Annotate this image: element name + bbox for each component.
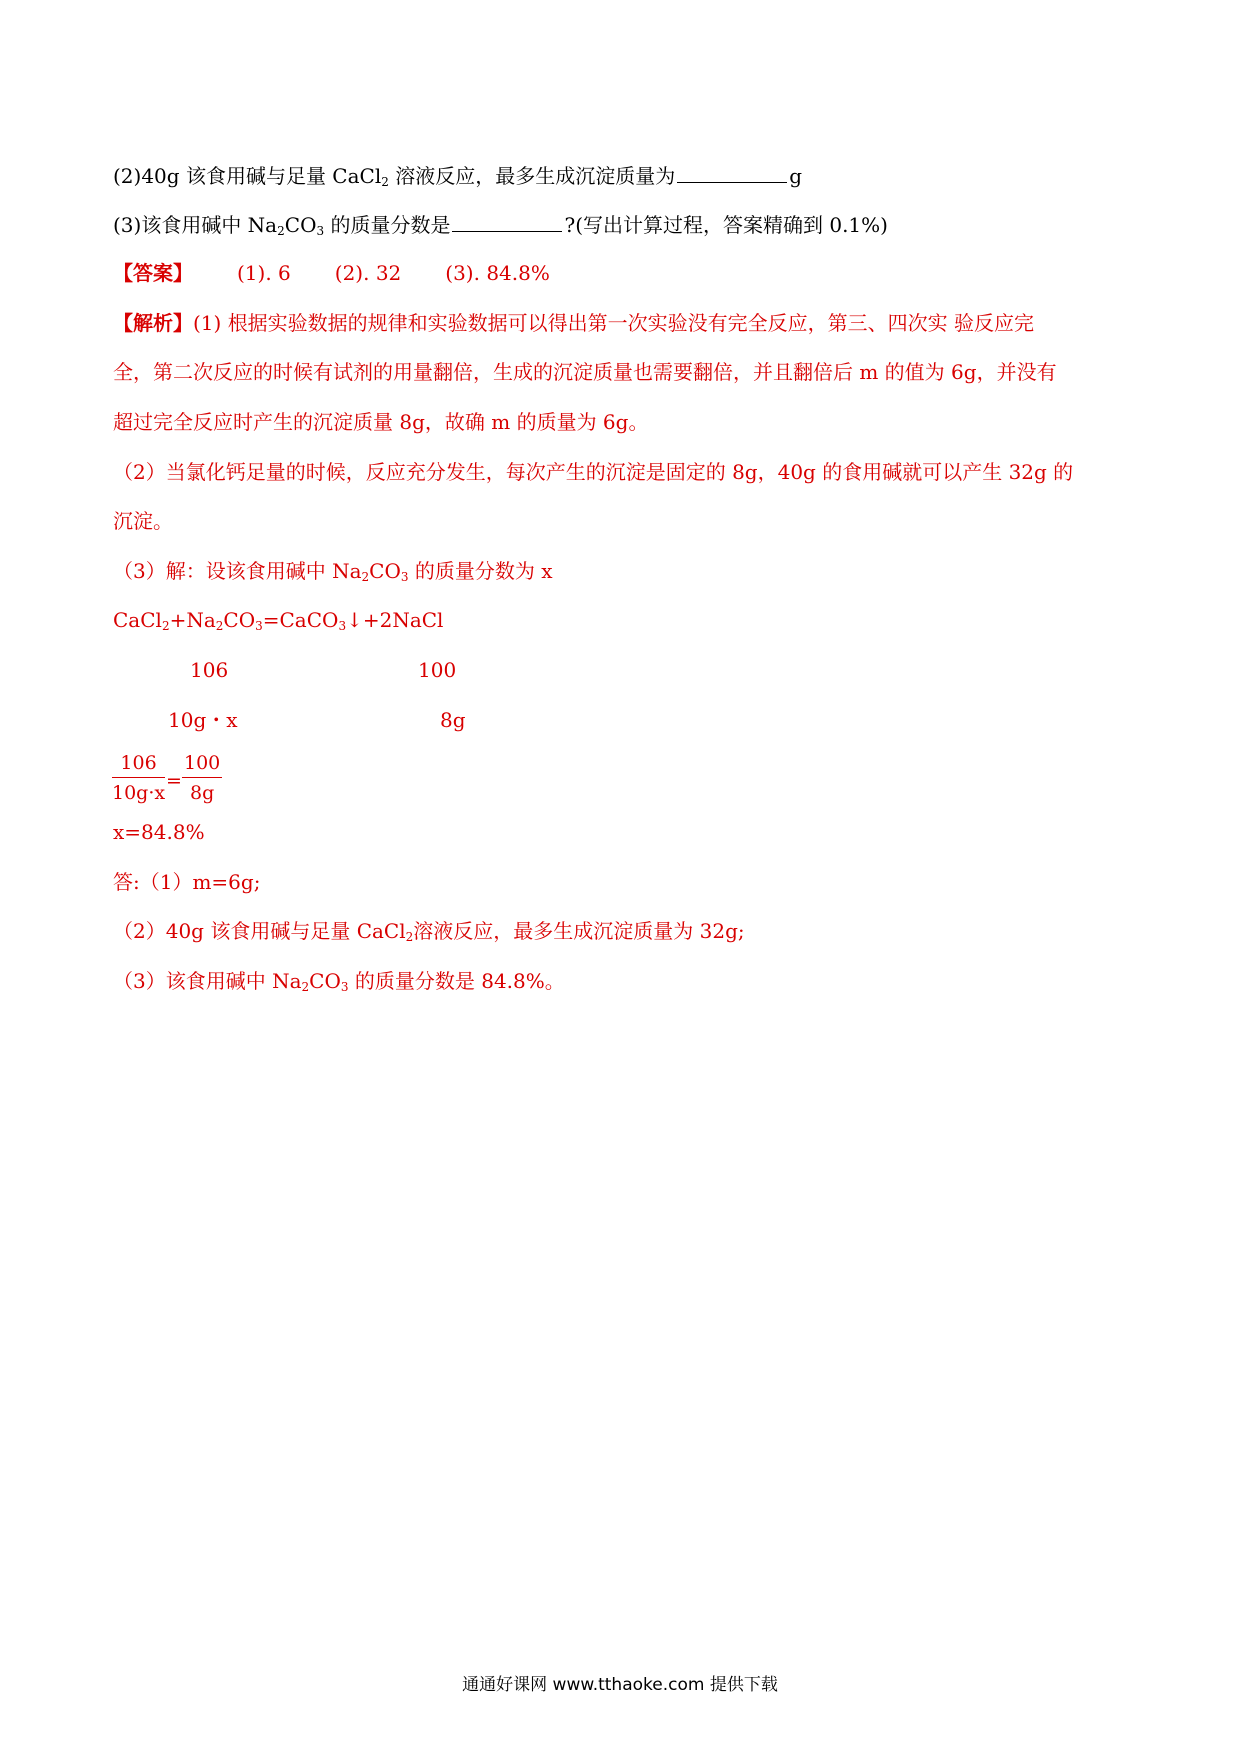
analysis-line-5: 沉淀。 bbox=[113, 509, 173, 533]
analysis-line-3: 超过完全反应时产生的沉淀质量 8g，故确 m 的质量为 6g。 bbox=[113, 410, 649, 434]
conclusion-3-sub1: 2 bbox=[301, 980, 310, 994]
analysis-line-6 bbox=[113, 559, 553, 584]
analysis-label: 【解析】 bbox=[113, 311, 193, 335]
q3-mid: CO bbox=[284, 213, 317, 237]
conclusion-2-b: 溶液反应，最多生成沉淀质量为 32g; bbox=[413, 919, 745, 943]
fraction-left-denominator: 10g·x bbox=[112, 782, 166, 804]
fraction-right-numerator: 100 bbox=[182, 752, 222, 778]
q2-text-b: 溶液反应，最多生成沉淀质量为 bbox=[388, 164, 676, 188]
q3-sub1: 2 bbox=[277, 224, 285, 238]
answer-1: (1). 6 bbox=[237, 261, 291, 285]
eq-sub-2: 2 bbox=[215, 619, 224, 633]
eq-sub-1: 2 bbox=[161, 619, 170, 633]
eq-part-1: CaCl bbox=[113, 608, 162, 632]
analysis-line-4: （2）当氯化钙足量的时候，反应充分发生，每次产生的沉淀是固定的 8g，40g 的食用碱就可以产生 32g 的 bbox=[113, 460, 1074, 484]
eq-part-4: =CaCO bbox=[262, 608, 339, 632]
analysis-line-6-sub1: 2 bbox=[361, 570, 370, 584]
conclusion-2 bbox=[113, 919, 745, 944]
analysis-line-6-b: 的质量分数为 x bbox=[408, 559, 553, 583]
q3-text-b: 的质量分数是 bbox=[324, 213, 451, 237]
conclusion-1: 答:（1）m=6g; bbox=[113, 870, 261, 894]
q2-subscript: 2 bbox=[381, 175, 389, 189]
answer-2: (2). 32 bbox=[334, 261, 402, 285]
q3-sub2: 3 bbox=[316, 224, 325, 238]
q2-answer-blank bbox=[677, 164, 787, 183]
chemical-equation bbox=[113, 608, 444, 633]
fraction-left-numerator: 106 bbox=[112, 752, 165, 778]
conclusion-3-b: 的质量分数是 84.8%。 bbox=[348, 969, 565, 993]
page-footer: 通通好课网 www.tthaoke.com 提供下载 bbox=[462, 1675, 778, 1695]
q3-text-c: ?(写出计算过程，答案精确到 0.1%) bbox=[564, 213, 888, 237]
molar-mass-1: 106 bbox=[190, 658, 229, 682]
analysis-line-6-sub2: 3 bbox=[400, 570, 409, 584]
q2-text-a: (2)40g 该食用碱与足量 CaCl bbox=[113, 164, 382, 188]
conclusion-3-sub2: 3 bbox=[340, 980, 349, 994]
fraction-right bbox=[182, 752, 222, 804]
q3-answer-blank bbox=[452, 213, 562, 232]
fraction-right-denominator: 8g bbox=[190, 782, 215, 804]
eq-sub-4: 3 bbox=[338, 619, 347, 633]
question-2 bbox=[113, 164, 803, 189]
eq-part-5: ↓+2NaCl bbox=[346, 608, 444, 632]
quantity-2: 8g bbox=[440, 708, 466, 732]
result-line: x=84.8% bbox=[113, 820, 205, 844]
fraction-equals-sign: = bbox=[166, 770, 182, 792]
conclusion-2-a: （2）40g 该食用碱与足量 CaCl bbox=[113, 919, 406, 943]
answer-3: (3). 84.8% bbox=[445, 261, 550, 285]
question-3 bbox=[113, 213, 888, 238]
analysis-line-6-mid: CO bbox=[369, 559, 401, 583]
answer-label: 【答案】 bbox=[113, 261, 193, 285]
analysis-line-6-a: （3）解：设该食用碱中 Na bbox=[113, 559, 362, 583]
analysis-line-2: 全，第二次反应的时候有试剂的用量翻倍，生成的沉淀质量也需要翻倍，并且翻倍后 m 的值为 6g，并没有 bbox=[113, 360, 1057, 384]
eq-part-2: +Na bbox=[169, 608, 216, 632]
molar-mass-2: 100 bbox=[418, 658, 457, 682]
conclusion-3-mid: CO bbox=[309, 969, 341, 993]
conclusion-3 bbox=[113, 969, 565, 994]
eq-part-3: CO bbox=[223, 608, 256, 632]
conclusion-2-sub: 2 bbox=[405, 930, 414, 944]
conclusion-3-a: （3）该食用碱中 Na bbox=[113, 969, 302, 993]
analysis-text-1: (1) 根据实验数据的规律和实验数据可以得出第一次实验没有完全反应，第三、四次实 验反应完 bbox=[193, 311, 1035, 335]
q3-text-a: (3)该食用碱中 Na bbox=[113, 213, 278, 237]
quantity-1: 10g・x bbox=[168, 708, 238, 732]
analysis-line-1 bbox=[113, 313, 1034, 333]
answer-line bbox=[113, 263, 550, 283]
eq-sub-3: 3 bbox=[255, 619, 263, 633]
q2-unit: g bbox=[789, 164, 803, 188]
fraction-left bbox=[112, 752, 165, 804]
